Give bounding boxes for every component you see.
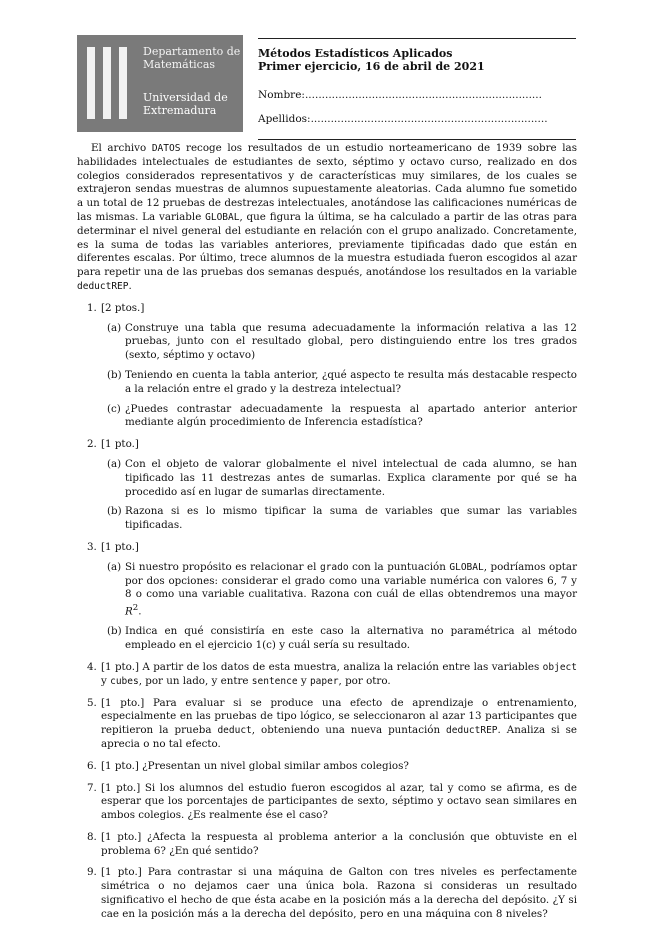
surname-dots: ....................................................................... (310, 112, 548, 125)
exam-title: Primer ejercicio, 16 de abril de 2021 (258, 60, 485, 73)
header-rule-bottom (258, 139, 576, 140)
exam-header (258, 38, 576, 140)
logo-university: Universidad de Extremadura (143, 91, 228, 117)
question-3b: (b) Indica en qué consistiría en este caso la alternativa no paramétrica al método empleado en el ejercicio 1(c) y cuál sería su resultado. (107, 625, 577, 652)
surname-field[interactable] (258, 113, 576, 127)
logo-department: Departamento de Matemáticas (143, 45, 241, 71)
question-8: 8. [1 pto.] ¿Afecta la respuesta al problema anterior a la conclusión que obtuviste en el problema 6? ¿En qué sentido? (87, 830, 577, 857)
question-1c: (c) ¿Puedes contrastar adecuadamente la respuesta al apartado anterior anterior mediante algún procedimiento de Inferencia estadística? (107, 402, 577, 429)
logo-pillar (119, 47, 127, 119)
question-9: 9. [1 pto.] Para contrastar si una máquina de Galton con tres niveles es perfectamente simétrica o no dejamos caer una única bola. Razona si consideras un resultado significativo el hecho de que ésta acabe en la posición más a la derecha del depósito. ¿Y si cae en la posición más a la derecha del depósito, pero en una máquina con 8 niveles? (87, 866, 577, 920)
name-dots: ....................................................................... (304, 89, 542, 101)
question-1a: (a) Construye una tabla que resuma adecuadamente la información relativa a las 12 pruebas, junto con el resultado global, pero distinguiendo entre los tres grados (sexto, séptimo y octavo) (107, 321, 577, 362)
question-2: 2. [1 pto.] (a) Con el objeto de valorar globalmente el nivel intelectual de cada alumno, se han tipificado las 11 destrezas antes de sumarlas. Explica claramente por qué se ha procedido así en lugar de sumarlas directamente. (b) Razona si es lo mismo tipificar la suma de variables que sumar las variables tipificadas. (87, 438, 577, 532)
question-6: 6. [1 pto.] ¿Presentan un nivel global similar ambos colegios? (87, 759, 409, 772)
question-3a: (a) Si nuestro propósito es relacionar el grado con la puntuación GLOBAL, podríamos optar por dos opciones: considerar el grado como una variable numérica con valores 6, 7 y 8 o como una variable cualitativa. Razona con cuál de ellas obtendremos una mayor $R^2$. (107, 560, 577, 618)
question-1: 1. [2 ptos.] (a) Construye una tabla que resuma adecuadamente la información relativa a las 12 pruebas, junto con el resultado global, pero distinguiendo entre los tres grados (sexto, séptimo y octavo) (b) Teniendo en cuenta la tabla anterior, ¿qué aspecto te resulta más destacable respecto a la relación entre el grado y la destreza intelectual? (c) ¿Puedes contrastar adecuadamente la respuesta al apartado anterior anterior mediante algún procedimiento de Inferencia estadística? (87, 301, 577, 429)
question-7: 7. [1 pto.] Si los alumnos del estudio fueron escogidos al azar, tal y como se afirma, es de esperar que los porcentajes de participantes de sexto, séptimo y octavo sean similares en ambos colegios. ¿Es realmente ése el caso? (87, 781, 577, 822)
surname-label: Apellidos: (258, 112, 311, 125)
header-rule-top (258, 38, 576, 39)
name-field[interactable] (258, 89, 576, 103)
name-label: Nombre: (258, 89, 305, 101)
exam-body (77, 142, 577, 930)
question-list (77, 302, 577, 922)
question-2b: (b) Razona si es lo mismo tipificar la suma de variables que sumar las variables tipificadas. (107, 505, 577, 532)
course-title: Métodos Estadísticos Aplicados (258, 47, 453, 60)
logo-pillar (103, 47, 111, 119)
intro-paragraph: El archivo DATOS recoge los resultados de un estudio norteamericano de 1939 sobre las habilidades intelectuales de estudiantes de sexto, séptimo y octavo curso, realizado en dos colegios considerados representativos y de características muy similares, de los cuales se extrajeron sendas muestras de alumnos supuestamente aleatorias. Cada alumno fue sometido a un total de 12 pruebas de destrezas intelectuales, anotándose las calificaciones numéricas de las mismas. La variable GLOBAL, que figura la última, se ha calculado a partir de las otras para determinar el nivel general del estudiante en relación con el grupo analizado. Concretamente, es la suma de todas las variables anteriores, previamente tipificadas dado que están en diferentes escalas. Por último, trece alumnos de la muestra estudiada fueron escogidos al azar para repetir una de las pruebas dos semanas después, anotándose los resultados en la variable deductREP. (77, 142, 577, 292)
university-logo (77, 35, 243, 132)
question-4: 4. [1 pto.] A partir de los datos de esta muestra, analiza la relación entre las variables object y cubes, por un lado, y entre sentence y paper, por otro. (87, 660, 577, 687)
question-3: 3. [1 pto.] (a) Si nuestro propósito es relacionar el grado con la puntuación GLOBAL, podríamos optar por dos opciones: considerar el grado como una variable numérica con valores 6, 7 y 8 o como una variable cualitativa. Razona con cuál de ellas obtendremos una mayor $R^2$. (b) Indica en qué consistiría en este caso la alternativa no paramétrica al método empleado en el ejercicio 1(c) y cuál sería su resultado. (87, 540, 577, 652)
question-1b: (b) Teniendo en cuenta la tabla anterior, ¿qué aspecto te resulta más destacable respecto a la relación entre el grado y la destreza intelectual? (107, 368, 577, 395)
question-2a: (a) Con el objeto de valorar globalmente el nivel intelectual de cada alumno, se han tipificado las 11 destrezas antes de sumarlas. Explica claramente por qué se ha procedido así en lugar de sumarlas directamente. (107, 457, 577, 498)
question-5: 5. [1 pto.] Para evaluar si se produce una efecto de aprendizaje o entrenamiento, especialmente en las pruebas de tipo lógico, se seleccionaron al azar 13 participantes que repitieron la prueba deduct, obteniendo una nueva puntación deductREP. Analiza si se aprecia o no tal efecto. (87, 696, 577, 750)
logo-pillar (87, 47, 95, 119)
